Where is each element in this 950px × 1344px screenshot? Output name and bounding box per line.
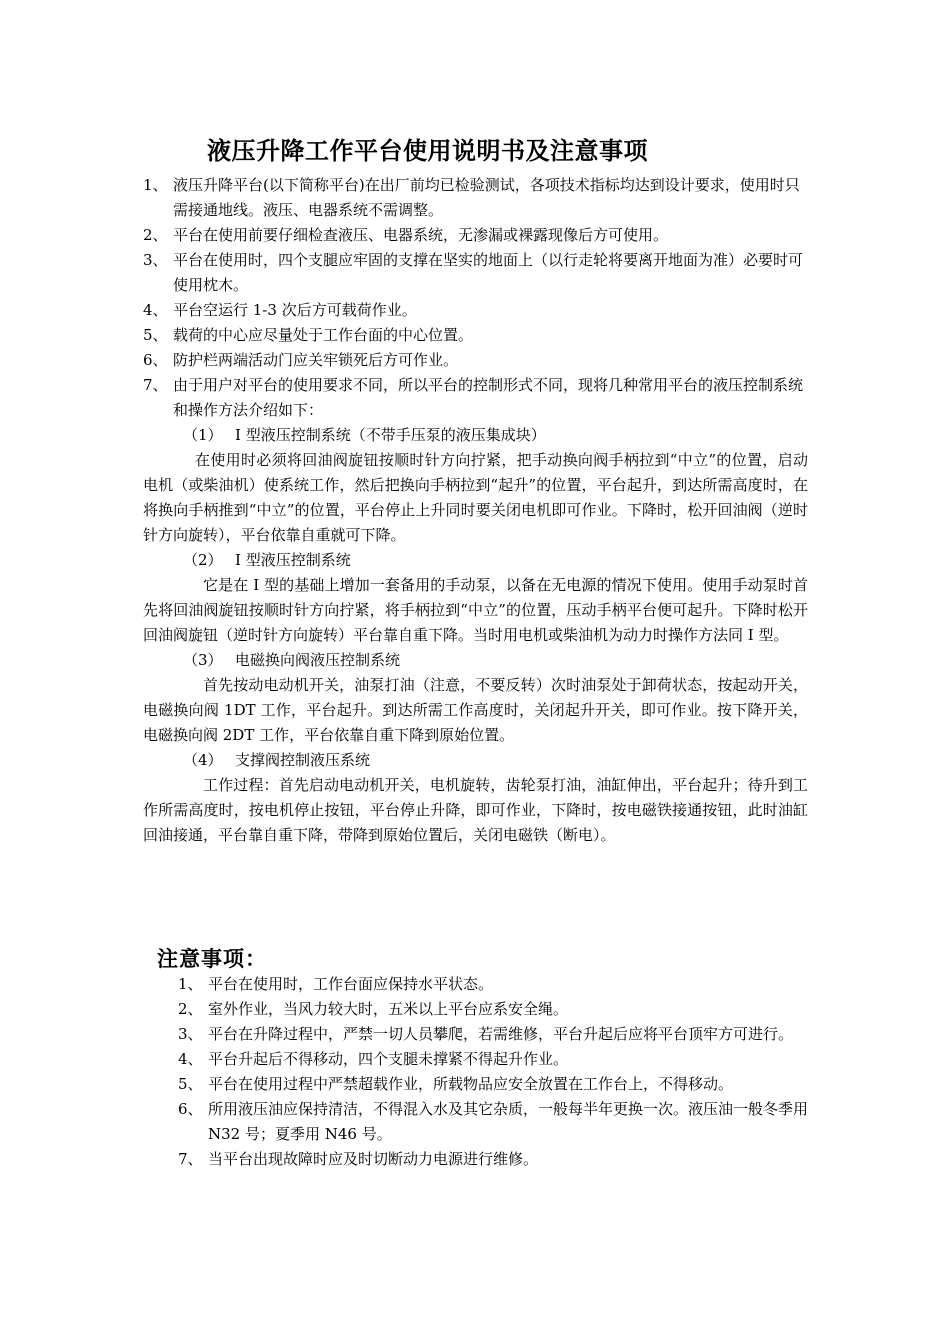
system-heading [183, 748, 813, 773]
document-title: 液压升降工作平台使用说明书及注意事项 [207, 136, 648, 165]
list-item [178, 997, 808, 1022]
item-text: 当平台出现故障时应及时切断动力电源进行维修。 [208, 1150, 539, 1168]
item-text: 由于用户对平台的使用要求不同，所以平台的控制形式不同，现将几种常用平台的液压控制系统和操作方法介绍如下： [173, 376, 804, 419]
list-item [143, 323, 813, 348]
item-text: 平台在使用前要仔细检查液压、电器系统，无渗漏或裸露现像后方可使用。 [173, 226, 669, 244]
list-item [178, 1022, 808, 1047]
item-number: 2、 [178, 1000, 203, 1018]
list-item [178, 1047, 808, 1072]
system-body: 首先按动电动机开关，油泵打油（注意，不要反转）次时油泵处于卸荷状态，按起动开关，电磁换向阀 1DT 工作，平台起升。到达所需工作高度时，关闭起升开关，即可作业。按下降开关，电磁换向阀 2DT 工作，平台依靠自重下降到原始位置。 [143, 676, 808, 744]
list-item [143, 248, 813, 298]
notes-title: 注意事项： [157, 946, 267, 971]
item-text: 平台空运行 1-3 次后方可载荷作业。 [173, 301, 417, 319]
system-section [143, 648, 813, 748]
list-item [143, 223, 813, 248]
item-text: 防护栏两端活动门应关牢锁死后方可作业。 [173, 351, 459, 369]
item-number: 3、 [143, 251, 168, 269]
item-number: 4、 [143, 301, 168, 319]
item-text: 液压升降平台(以下简称平台)在出厂前均已检验测试，各项技术指标均达到设计要求，使用时只需接通地线。液压、电器系统不需调整。 [173, 176, 800, 219]
system-number: （2） [183, 551, 223, 569]
item-number: 2、 [143, 226, 168, 244]
instruction-list [143, 173, 813, 848]
item-text: 平台升起后不得移动，四个支腿未撑紧不得起升作业。 [208, 1050, 569, 1068]
item-text: 平台在升降过程中，严禁一切人员攀爬，若需维修，平台升起后应将平台顶牢方可进行。 [208, 1025, 794, 1043]
system-heading-text: I 型液压控制系统（不带手压泵的液压集成块） [235, 426, 546, 444]
system-heading [183, 423, 813, 448]
item-number: 7、 [178, 1150, 203, 1168]
system-body: 工作过程：首先启动电动机开关，电机旋转，齿轮泵打油，油缸伸出，平台起升；待升到工作所需高度时，按电机停止按钮，平台停止升降，即可作业，下降时，按电磁铁接通按钮，此时油缸回油接通，平台靠自重下降，带降到原始位置后，关闭电磁铁（断电）。 [143, 776, 808, 844]
list-item [143, 173, 813, 223]
system-section [143, 423, 813, 548]
item-text: 室外作业，当风力较大时，五米以上平台应系安全绳。 [208, 1000, 569, 1018]
system-heading [183, 548, 813, 573]
list-item [178, 1097, 808, 1147]
item-text: 平台在使用时，四个支腿应牢固的支撑在坚实的地面上（以行走轮将要离开地面为准）必要时可使用枕木。 [173, 251, 804, 294]
item-text: 所用液压油应保持清洁，不得混入水及其它杂质，一般每半年更换一次。液压油一般冬季用 N32 号；夏季用 N46 号。 [208, 1100, 809, 1143]
system-section [143, 548, 813, 648]
notes-list [178, 972, 808, 1172]
item-number: 1、 [178, 975, 203, 993]
list-item [143, 298, 813, 323]
item-number: 7、 [143, 376, 168, 394]
system-number: （4） [183, 751, 223, 769]
item-number: 3、 [178, 1025, 203, 1043]
system-heading [183, 648, 813, 673]
item-number: 4、 [178, 1050, 203, 1068]
list-item [178, 1147, 808, 1172]
item-number: 1、 [143, 176, 168, 194]
list-item [178, 1072, 808, 1097]
system-heading-text: 电磁换向阀液压控制系统 [235, 651, 401, 669]
item-text: 载荷的中心应尽量处于工作台面的中心位置。 [173, 326, 474, 344]
system-body: 它是在 I 型的基础上增加一套备用的手动泵，以备在无电源的情况下使用。使用手动泵时首先将回油阀旋钮按顺时针方向拧紧，将手柄拉到“中立”的位置，压动手柄平台便可起升。下降时松开回油阀旋钮（逆时针方向旋转）平台靠自重下降。当时用电机或柴油机为动力时操作方法同 I 型。 [143, 576, 808, 644]
system-number: （3） [183, 651, 223, 669]
item-text: 平台在使用过程中严禁超载作业，所载物品应安全放置在工作台上，不得移动。 [208, 1075, 734, 1093]
list-item [178, 972, 808, 997]
item-number: 6、 [143, 351, 168, 369]
item-number: 6、 [178, 1100, 203, 1118]
system-heading-text: 支撑阀控制液压系统 [235, 751, 371, 769]
system-body: 在使用时必须将回油阀旋钮按顺时针方向拧紧，把手动换向阀手柄拉到“中立”的位置，启动电机（或柴油机）使系统工作，然后把换向手柄拉到“起升”的位置，平台起升，到达所需高度时，在将换向手柄推到“中立”的位置，平台停止上升同时要关闭电机即可作业。下降时，松开回油阀（逆时针方向旋转），平台依靠自重就可下降。 [143, 451, 808, 544]
item-number: 5、 [178, 1075, 203, 1093]
system-heading-text: I 型液压控制系统 [235, 551, 351, 569]
list-item [143, 348, 813, 373]
system-number: （1） [183, 426, 223, 444]
system-section [143, 748, 813, 848]
list-item [143, 373, 813, 423]
item-text: 平台在使用时，工作台面应保持水平状态。 [208, 975, 494, 993]
item-number: 5、 [143, 326, 168, 344]
